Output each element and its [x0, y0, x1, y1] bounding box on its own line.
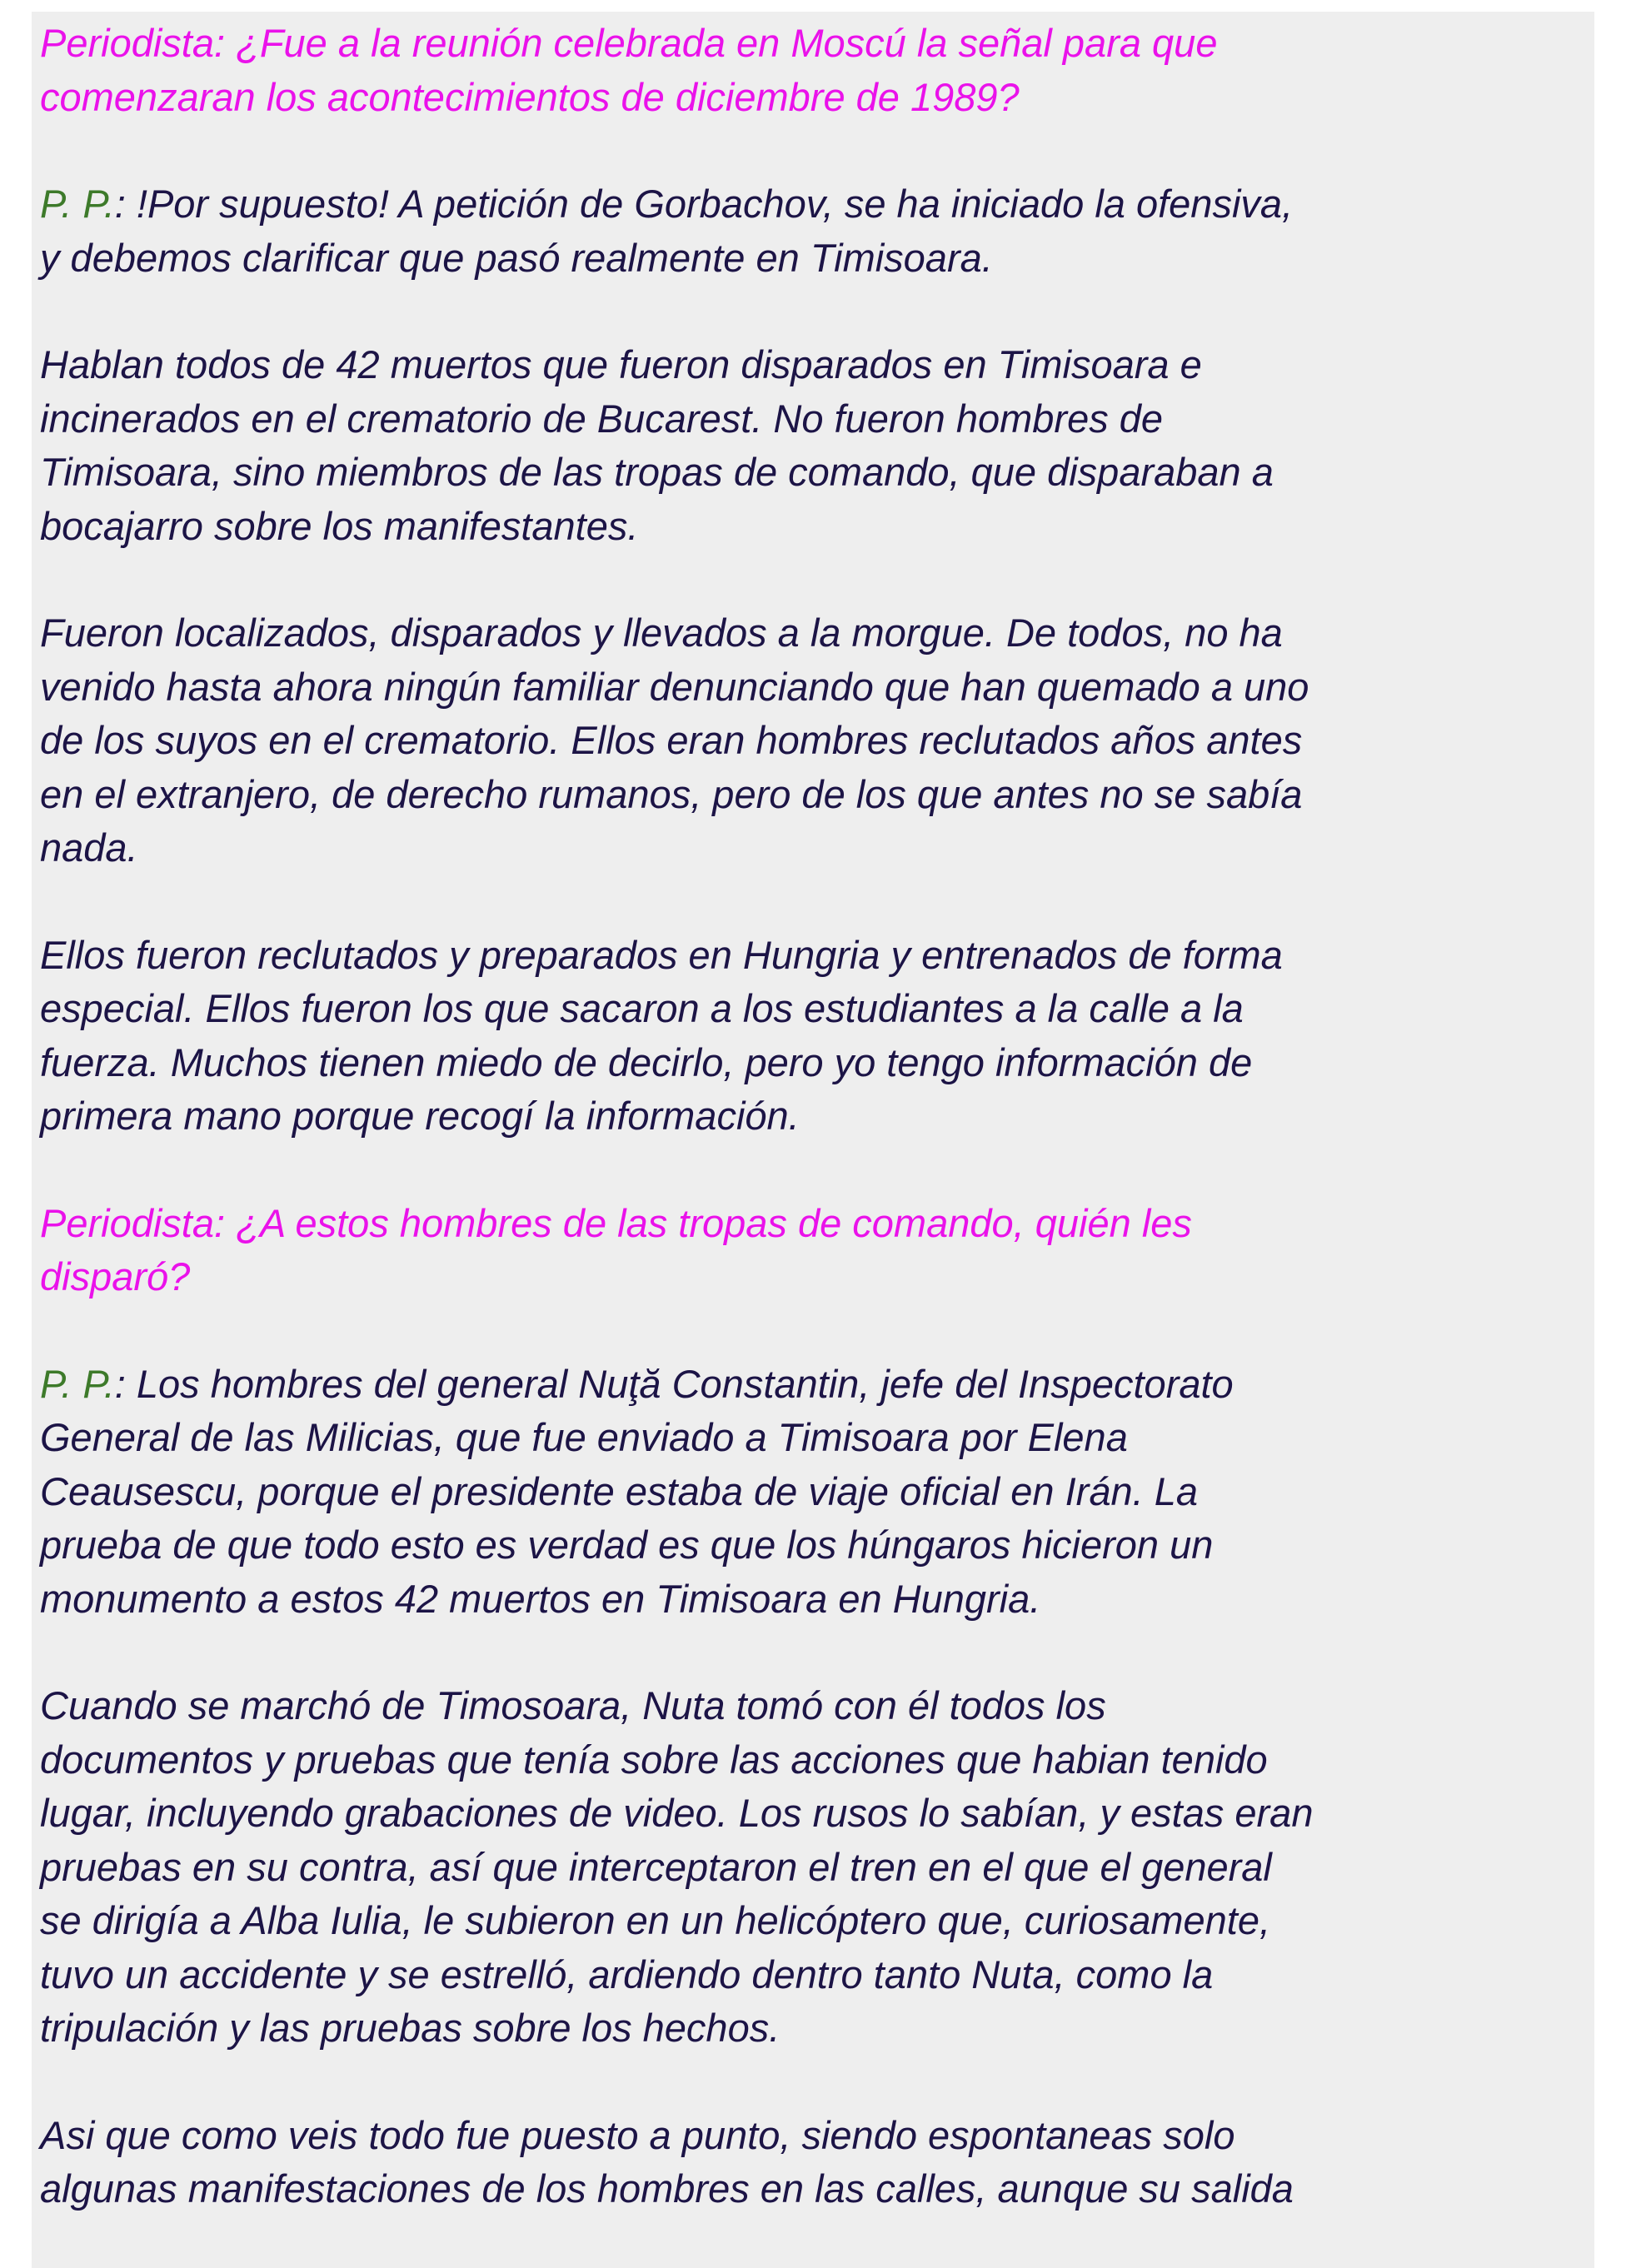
body-paragraph-2: Fueron localizados, disparados y llevados a la morgue. De todos, no ha venido hasta ahora ningún familiar denunciando que han quemado a uno de los suyos en el crematorio. Ellos eran hombres reclutados años antes en el extranjero, de derecho rumanos, pero de los que antes no se sabía nada. — [40, 611, 1309, 870]
answer-paragraph-1 — [40, 177, 1576, 285]
answer-paragraph-2 — [40, 1358, 1576, 1627]
speaker-label: P. P. — [40, 182, 115, 226]
answer-text: : Los hombres del general Nuţă Constantin, jefe del Inspectorato General de las Milicias, que fue enviado a Timisoara por Elena Ceausescu, porque el presidente estaba de viaje oficial en Irán. La prueba de que todo esto es verdad es que los húngaros hicieron un monumento a estos 42 muertos en Timisoara en Hungria. — [40, 1361, 1234, 1621]
journalist-question-1: Periodista: ¿Fue a la reunión celebrada en Moscú la señal para que comenzaran los acontecimientos de diciembre de 1989? — [40, 21, 1218, 119]
body-paragraph-1: Hablan todos de 42 muertos que fueron disparados en Timisoara e incinerados en el crematorio de Bucarest. No fueron hombres de Timisoara, sino miembros de las tropas de comando, que disparaban a bocajarro sobre los manifestantes. — [40, 342, 1274, 548]
speaker-label: P. P. — [40, 1361, 115, 1406]
body-paragraph-3: Ellos fueron reclutados y preparados en Hungria y entrenados de forma especial. Ellos fueron los que sacaron a los estudiantes a la calle a la fuerza. Muchos tienen miedo de decirlo, pero yo tengo información de primera mano porque recogí la información. — [40, 932, 1283, 1138]
answer-text: : !Por supuesto! A petición de Gorbachov, se ha iniciado la ofensiva, y debemos clarificar que pasó realmente en Timisoara. — [40, 182, 1294, 280]
body-paragraph-5: Asi que como veis todo fue puesto a punto, siendo espontaneas solo algunas manifestaciones de los hombres en las calles, aunque su salida — [40, 2112, 1294, 2211]
body-paragraph-4: Cuando se marchó de Timosoara, Nuta tomó con él todos los documentos y pruebas que tenía sobre las acciones que habian tenido lugar, incluyendo grabaciones de video. Los rusos lo sabían, y estas eran pruebas en su contra, así que interceptaron el tren en el que el general se dirigía a Alba Iulia, le subieron en un helicóptero que, curiosamente, tuvo un accidente y se estrelló, ardiendo dentro tanto Nuta, como la tripulación y las pruebas sobre los hechos. — [40, 1683, 1314, 2050]
journalist-question-2: Periodista: ¿A estos hombres de las tropas de comando, quién les disparó? — [40, 1200, 1192, 1298]
interview-text-panel — [32, 12, 1594, 2268]
